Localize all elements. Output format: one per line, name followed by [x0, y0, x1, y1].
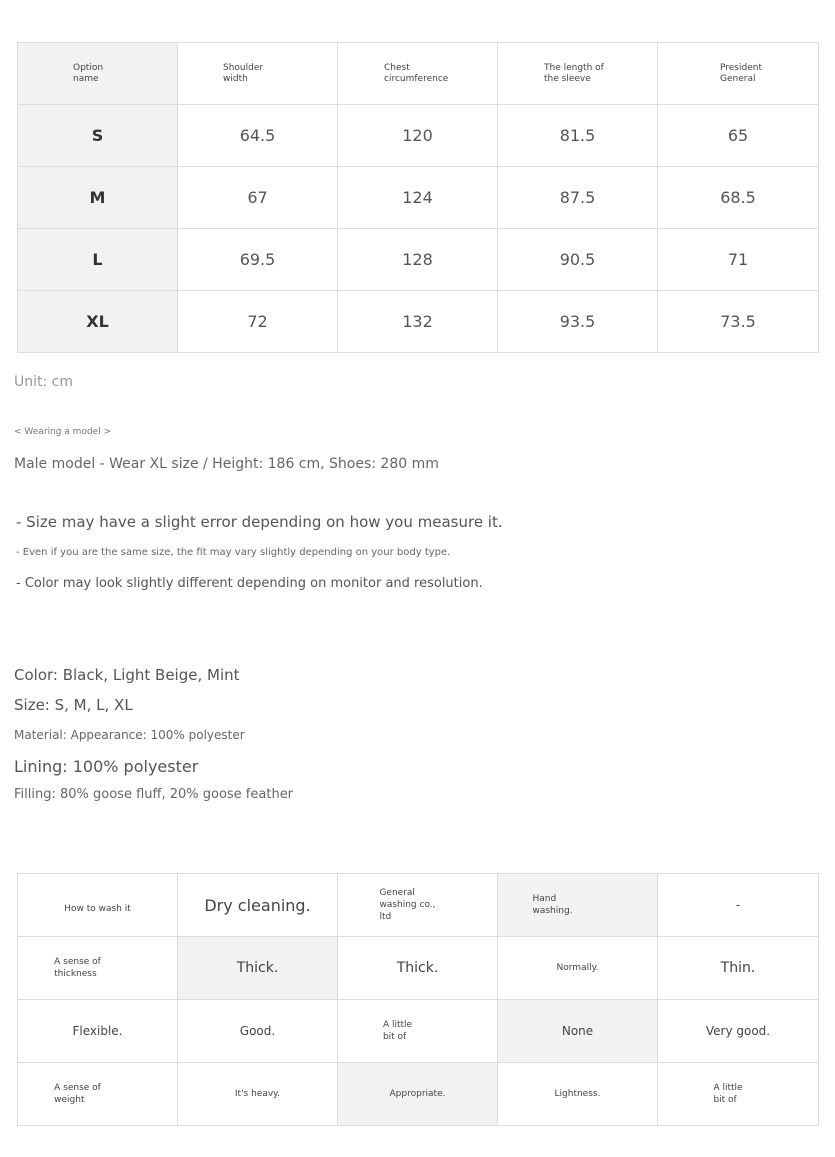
care-weight-little: A little bit of: [658, 1063, 819, 1126]
note-measure: - Size may have a slight error depending on how you measure it.: [16, 513, 503, 531]
header-chest-circumference: Chest circumference: [338, 43, 498, 105]
care-row-weight: [18, 1063, 819, 1126]
total-value: 73.5: [658, 291, 819, 353]
sleeve-value: 90.5: [498, 229, 658, 291]
size-row-l: [18, 229, 819, 291]
care-label-flexible: Flexible.: [18, 1000, 178, 1063]
size-label: L: [18, 229, 178, 291]
shoulder-value: 72: [178, 291, 338, 353]
model-info: Male model - Wear XL size / Height: 186 cm, Shoes: 280 mm: [14, 456, 439, 472]
total-value: 65: [658, 105, 819, 167]
shoulder-value: 64.5: [178, 105, 338, 167]
unit-label: Unit: cm: [14, 374, 74, 390]
header-option-name: Option name: [18, 43, 178, 105]
model-heading: < Wearing a model >: [14, 427, 112, 437]
care-row-thickness: [18, 937, 819, 1000]
care-thickness-thin: Thin.: [658, 937, 819, 1000]
care-label-weight: A sense of weight: [18, 1063, 178, 1126]
care-table: [17, 873, 819, 1126]
note-fit: - Even if you are the same size, the fit may vary slightly depending on your body type.: [16, 547, 451, 558]
sleeve-value: 87.5: [498, 167, 658, 229]
care-flexible-very-good: Very good.: [658, 1000, 819, 1063]
total-value: 68.5: [658, 167, 819, 229]
care-flexible-none: None: [498, 1000, 658, 1063]
size-row-s: [18, 105, 819, 167]
care-weight-heavy: It's heavy.: [178, 1063, 338, 1126]
spec-filling: Filling: 80% goose fluff, 20% goose feather: [14, 787, 294, 802]
care-row-wash: [18, 874, 819, 937]
spec-material: Material: Appearance: 100% polyester: [14, 728, 245, 742]
care-weight-appropriate: Appropriate.: [338, 1063, 498, 1126]
care-row-flexible: [18, 1000, 819, 1063]
shoulder-value: 69.5: [178, 229, 338, 291]
care-thickness-thick-2: Thick.: [338, 937, 498, 1000]
size-label: XL: [18, 291, 178, 353]
care-wash-general: General washing co., ltd: [338, 874, 498, 937]
shoulder-value: 67: [178, 167, 338, 229]
size-table-header-row: [18, 43, 819, 105]
spec-size: Size: S, M, L, XL: [14, 696, 133, 714]
size-row-xl: [18, 291, 819, 353]
total-value: 71: [658, 229, 819, 291]
size-label: M: [18, 167, 178, 229]
size-table: [17, 42, 819, 353]
care-flexible-little: A little bit of: [338, 1000, 498, 1063]
care-wash-none: -: [658, 874, 819, 937]
spec-lining: Lining: 100% polyester: [14, 757, 199, 776]
header-shoulder-width: Shoulder width: [178, 43, 338, 105]
size-row-m: [18, 167, 819, 229]
chest-value: 132: [338, 291, 498, 353]
header-total-length: President General: [658, 43, 819, 105]
care-wash-dry-cleaning: Dry cleaning.: [178, 874, 338, 937]
care-label-wash: How to wash it: [18, 874, 178, 937]
care-thickness-normal: Normally.: [498, 937, 658, 1000]
spec-color: Color: Black, Light Beige, Mint: [14, 666, 240, 684]
note-color: - Color may look slightly different depending on monitor and resolution.: [16, 576, 483, 591]
care-weight-light: Lightness.: [498, 1063, 658, 1126]
care-wash-hand: Hand washing.: [498, 874, 658, 937]
sleeve-value: 81.5: [498, 105, 658, 167]
care-label-thickness: A sense of thickness: [18, 937, 178, 1000]
header-sleeve-length: The length of the sleeve: [498, 43, 658, 105]
chest-value: 124: [338, 167, 498, 229]
care-thickness-thick-1: Thick.: [178, 937, 338, 1000]
chest-value: 128: [338, 229, 498, 291]
size-label: S: [18, 105, 178, 167]
chest-value: 120: [338, 105, 498, 167]
sleeve-value: 93.5: [498, 291, 658, 353]
care-flexible-good: Good.: [178, 1000, 338, 1063]
